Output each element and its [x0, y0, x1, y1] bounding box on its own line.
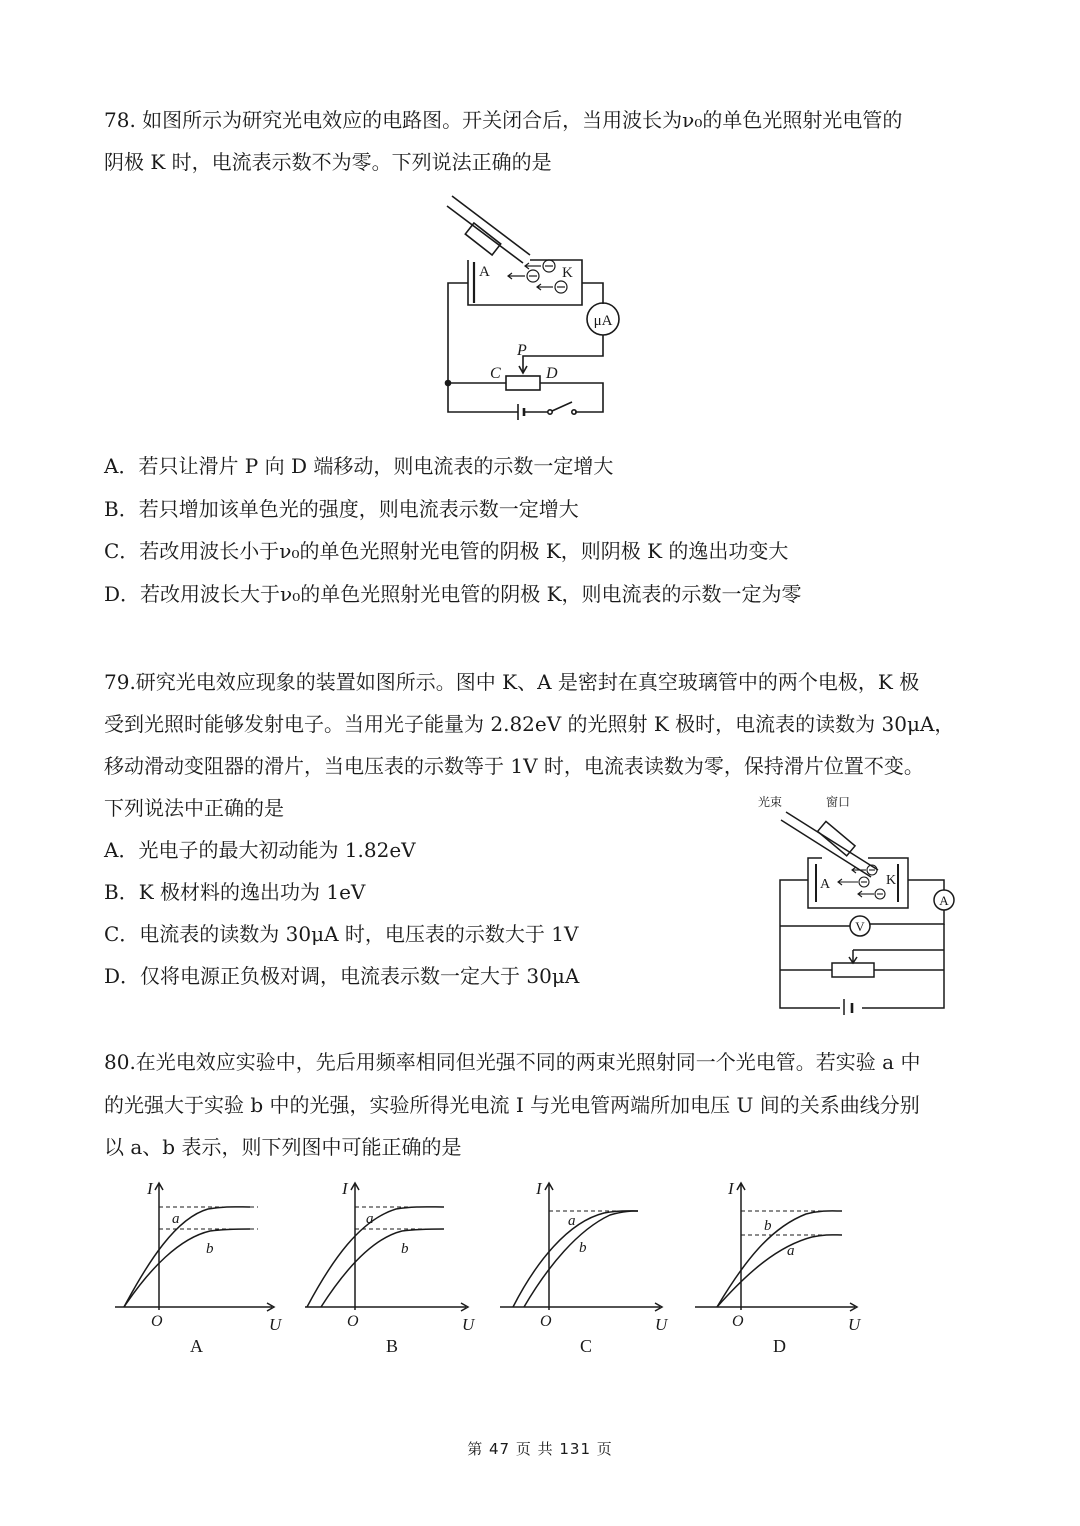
q79-window — [818, 821, 855, 855]
axis-i-label: I — [342, 1179, 348, 1198]
q78-rheostat — [506, 376, 540, 390]
q79-option-d: D．仅将电源正负极对调，电流表示数一定大于 30μA — [104, 964, 580, 988]
q79-stem-line2: 受到光照时能够发射电子。当用光子能量为 2.82eV 的光照射 K 极时，电流表的读数为 30μA， — [104, 712, 955, 736]
q78-stem-line1: 78. 如图所示为研究光电效应的电路图。开关闭合后，当用波长为ν₀的单色光照射光电管的 — [104, 108, 903, 132]
q79-label-k: K — [886, 873, 897, 888]
q78-switch-contact — [572, 410, 576, 414]
axis-u-label: U — [848, 1315, 861, 1334]
option-label: C — [580, 1336, 593, 1356]
q80-stem-line3: 以 a、b 表示，则下列图中可能正确的是 — [104, 1135, 462, 1159]
curve-label-upper: a — [568, 1213, 576, 1229]
q79-light-ray — [786, 812, 878, 870]
q78-light-ray — [447, 206, 523, 263]
curve-b — [524, 1211, 638, 1307]
option-label: D — [773, 1336, 786, 1356]
q78-wire — [448, 283, 518, 412]
curve-a — [124, 1207, 250, 1307]
axis-u-label: U — [462, 1315, 475, 1334]
q78-label-d: D — [546, 365, 558, 382]
axis-i-label: I — [536, 1179, 542, 1198]
curve-b — [321, 1229, 444, 1307]
curve-b — [124, 1229, 250, 1307]
q79-voltmeter-label: V — [855, 919, 865, 934]
curve-b — [717, 1211, 842, 1307]
q78-wire — [582, 283, 603, 304]
q78-label-k: K — [562, 265, 573, 281]
q80-graph-a — [115, 1179, 283, 1356]
q79-wire — [780, 880, 840, 1008]
q79-label-window: 窗口 — [826, 795, 851, 809]
q79-option-c: C．电流表的读数为 30μA 时，电压表的示数大于 1V — [104, 922, 579, 946]
origin-label: O — [540, 1313, 552, 1330]
curve-label-lower: b — [401, 1241, 409, 1257]
q78-switch-pivot — [548, 410, 552, 414]
q78-label-c: C — [490, 365, 501, 382]
axis-u-label: U — [655, 1315, 668, 1334]
q78-option-b: B．若只增加该单色光的强度，则电流表示数一定增大 — [104, 497, 579, 521]
q79-stem-line1: 79.研究光电效应现象的装置如图所示。图中 K、A 是密封在真空玻璃管中的两个电极，K 极 — [104, 670, 920, 694]
curve-label-upper: a — [366, 1211, 374, 1227]
q78-option-a: A．若只让滑片 P 向 D 端移动，则电流表的示数一定增大 — [104, 454, 614, 478]
q79-ammeter-label: A — [939, 893, 949, 908]
q78-light-ray — [452, 196, 530, 255]
curve-a — [307, 1207, 444, 1307]
origin-label: O — [347, 1313, 359, 1330]
origin-label: O — [732, 1313, 744, 1330]
q80-graphs-figure — [100, 1172, 880, 1368]
q78-meter-label: μA — [593, 313, 613, 329]
q78-option-d: D．若改用波长大于ν₀的单色光照射光电管的阴极 K，则电流表的示数一定为零 — [104, 582, 802, 606]
option-label: B — [386, 1336, 399, 1356]
q80-graph-d — [695, 1179, 862, 1356]
page-footer: 第 47 页 共 131 页 — [467, 1440, 613, 1458]
q78-circuit-figure — [430, 192, 630, 420]
q78-junction — [446, 381, 451, 386]
q80-stem-line2: 的光强大于实验 b 中的光强，实验所得光电流 I 与光电管两端所加电压 U 间的关系曲线分别 — [104, 1093, 920, 1117]
q79-label-a: A — [820, 877, 831, 892]
option-label: A — [190, 1336, 203, 1356]
q79-stem-line3: 移动滑动变阻器的滑片，当电压表的示数等于 1V 时，电流表读数为零，保持滑片位置不变。 — [104, 754, 924, 778]
q79-light-ray — [781, 820, 871, 877]
q78-wire — [523, 335, 603, 372]
q79-wire — [908, 880, 944, 890]
q80-graph-b — [305, 1179, 476, 1356]
curve-label-lower: b — [579, 1240, 587, 1256]
q78-label-p: P — [517, 342, 527, 359]
curve-label-lower: a — [787, 1243, 795, 1259]
q78-label-a: A — [479, 264, 490, 280]
q79-electrons — [838, 865, 885, 899]
axis-i-label: I — [147, 1179, 153, 1198]
q79-label-beam: 光束 — [758, 795, 783, 809]
axis-i-label: I — [728, 1179, 734, 1198]
q78-electrons — [508, 260, 567, 293]
q79-apparatus-figure — [750, 790, 970, 1015]
q78-option-c: C．若改用波长小于ν₀的单色光照射光电管的阴极 K，则阴极 K 的逸出功变大 — [104, 539, 789, 563]
curve-a — [513, 1211, 638, 1307]
q79-rheostat — [832, 963, 874, 977]
q80-graph-c — [500, 1179, 669, 1356]
curve-label-upper: a — [172, 1211, 180, 1227]
curve-label-upper: b — [764, 1218, 772, 1234]
q79-option-a: A．光电子的最大初动能为 1.82eV — [104, 838, 416, 862]
axis-u-label: U — [269, 1315, 282, 1334]
q78-switch — [552, 402, 572, 411]
q79-option-b: B．K 极材料的逸出功为 1eV — [104, 880, 366, 904]
q79-wire — [870, 910, 944, 924]
origin-label: O — [151, 1313, 163, 1330]
q78-wire — [540, 383, 603, 412]
curve-label-lower: b — [206, 1241, 214, 1257]
curve-a — [717, 1235, 842, 1307]
q79-stem-line4: 下列说法中正确的是 — [104, 796, 284, 820]
q78-stem-line2: 阴极 K 时，电流表示数不为零。下列说法正确的是 — [104, 150, 552, 174]
q78-window — [465, 223, 500, 255]
q80-stem-line1: 80.在光电效应实验中，先后用频率相同但光强不同的两束光照射同一个光电管。若实验 a 中 — [104, 1050, 921, 1074]
